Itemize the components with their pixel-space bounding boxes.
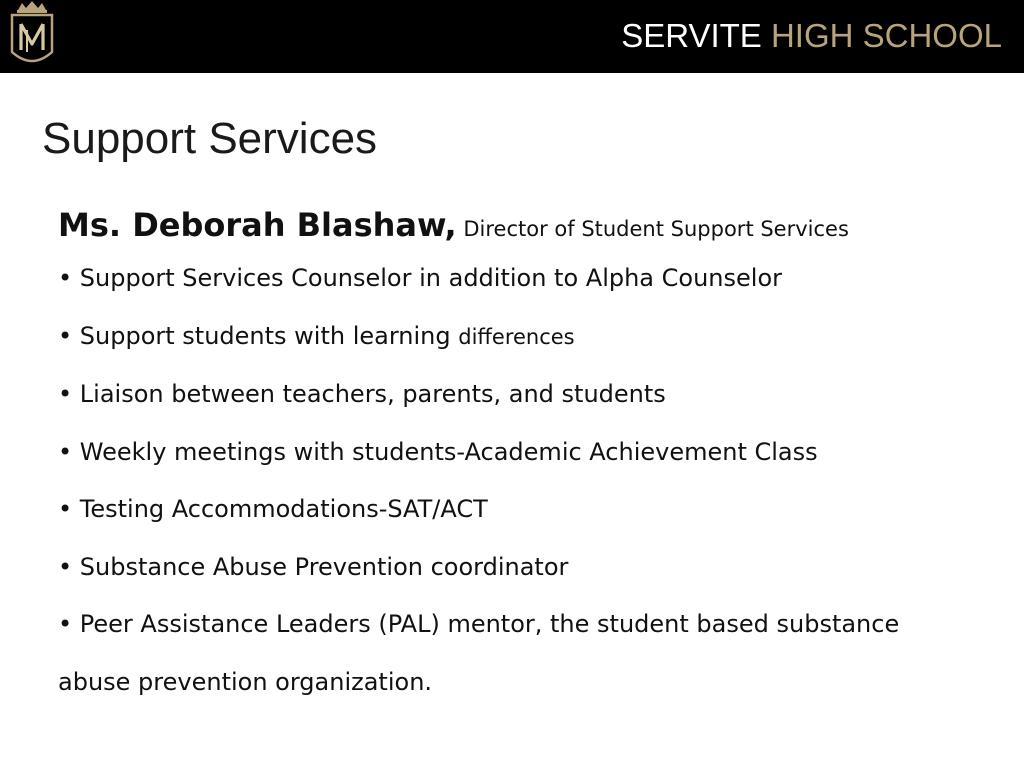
person-role: Director of Student Support Services [456,217,849,241]
bullet-text-tail: differences [458,324,575,349]
school-name-part1: SERVITE [621,17,762,54]
servite-crest-logo-icon [2,0,62,72]
slide-content [58,200,998,711]
bullet-item: • Testing Accommodations-SAT/ACT [58,495,488,523]
bullet-item [58,308,998,367]
bullet-item: • Peer Assistance Leaders (PAL) mentor, the student based substance abuse prevention organization. [58,610,900,696]
bullet-text: • Support students with learning [58,321,459,350]
bullet-item: • Substance Abuse Prevention coordinator [58,552,569,581]
school-name-part2: HIGH SCHOOL [761,17,1002,54]
person-line [58,200,998,250]
slide-title: Support Services [42,114,378,163]
bullet-item: • Liaison between teachers, parents, and students [58,380,666,408]
header-bar [0,0,1024,73]
bullet-item: • Weekly meetings with students-Academic Achievement Class [58,437,818,466]
bullet-list [58,250,998,711]
bullet-item: • Support Services Counselor in addition to Alpha Counselor [58,264,782,292]
person-name: Ms. Deborah Blashaw, [58,206,457,244]
school-name [621,16,1002,56]
